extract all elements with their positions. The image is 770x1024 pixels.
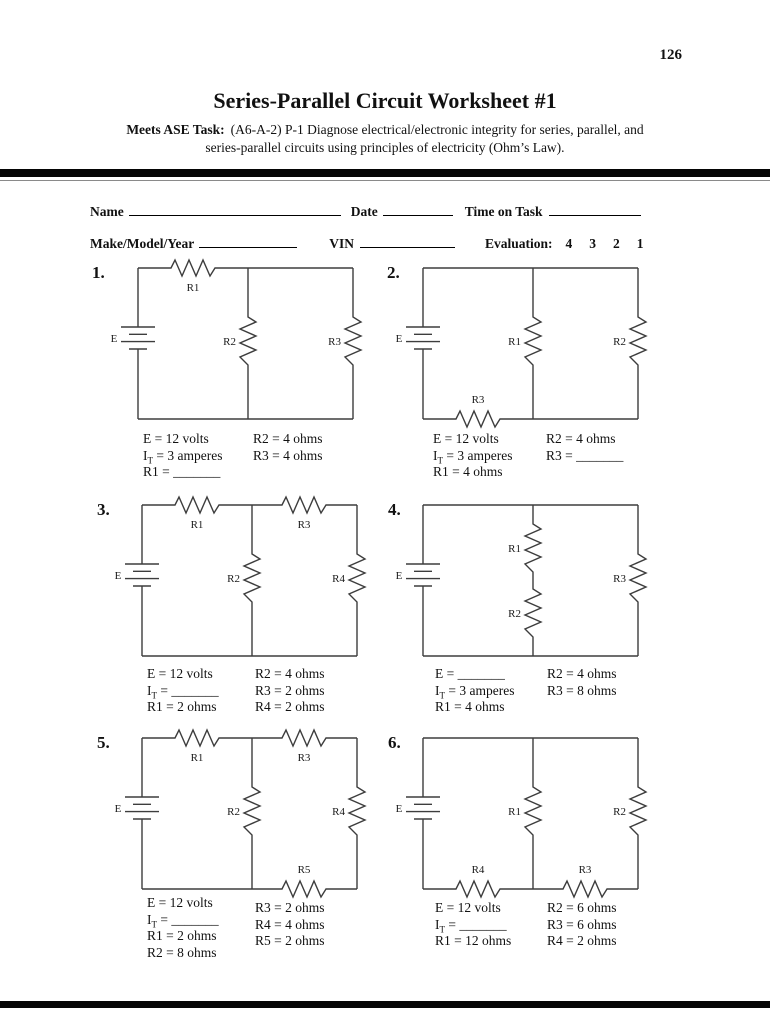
resistor-label-r1: R1 bbox=[508, 336, 521, 348]
value-line: R1 = 2 ohms bbox=[147, 699, 217, 714]
branch-right-resistor-r2 bbox=[630, 268, 646, 419]
value-line: E = 12 volts bbox=[433, 431, 499, 446]
branch-middle-resistor-r2 bbox=[244, 738, 260, 889]
circuit-4-values-right bbox=[547, 666, 617, 699]
circuit-3-diagram bbox=[102, 493, 372, 668]
wire-top-resistors-r1-r3 bbox=[142, 497, 357, 513]
value-line: E = 12 volts bbox=[143, 431, 209, 446]
value-line: R1 = 12 ohms bbox=[435, 933, 512, 948]
date-blank bbox=[383, 202, 453, 216]
circuit-5-values-right bbox=[255, 900, 325, 950]
vin-label: VIN bbox=[329, 236, 354, 251]
resistor-label-r3: R3 bbox=[613, 573, 626, 585]
resistor-label-r4: R4 bbox=[471, 864, 485, 876]
resistor-label-r1: R1 bbox=[508, 543, 521, 555]
circuit-5-number: 5. bbox=[97, 733, 110, 752]
value-line: $I_T = 3$ amperes bbox=[433, 447, 513, 466]
battery-symbol bbox=[406, 505, 440, 656]
resistor-label-r1: R1 bbox=[190, 519, 204, 531]
resistor-label-r2: R2 bbox=[508, 608, 521, 620]
resistor-label-r3: R3 bbox=[297, 519, 311, 531]
name-blank bbox=[129, 202, 341, 216]
resistor-label-r1: R1 bbox=[508, 806, 521, 818]
resistor-label-r1: R1 bbox=[190, 752, 204, 764]
battery-label: E bbox=[114, 570, 122, 582]
resistor-label-r3: R3 bbox=[578, 864, 592, 876]
time-on-task-label: Time on Task bbox=[464, 204, 543, 219]
circuit-6-diagram bbox=[383, 726, 653, 901]
value-line: E = _______ bbox=[435, 666, 505, 681]
resistor-label-r3: R3 bbox=[297, 752, 311, 764]
battery-label: E bbox=[395, 570, 403, 582]
branch-right-resistor-r3 bbox=[345, 268, 361, 419]
ase-task-label: Meets ASE Task: bbox=[126, 122, 225, 137]
circuit-1-values-left bbox=[143, 431, 222, 481]
value-line: R2 = 6 ohms bbox=[547, 900, 617, 915]
student-info-row bbox=[90, 202, 641, 220]
value-line: $I_T$ = _______ bbox=[147, 682, 219, 701]
make-model-year-blank bbox=[199, 234, 297, 248]
header-rule-shadow bbox=[0, 180, 770, 181]
circuit-6-values-right bbox=[547, 900, 617, 950]
wire-bottom-resistors-r4-r3 bbox=[423, 881, 638, 897]
battery-symbol bbox=[125, 505, 159, 656]
wire-bottom-resistor-r3 bbox=[423, 411, 638, 427]
circuit-3-values-left bbox=[147, 666, 219, 716]
circuit-2-number: 2. bbox=[387, 263, 400, 282]
value-line: R1 = 4 ohms bbox=[433, 464, 503, 479]
battery-label: E bbox=[395, 803, 403, 815]
branch-right-resistor-r4 bbox=[349, 738, 365, 889]
name-label: Name bbox=[90, 204, 124, 219]
circuit-2-diagram bbox=[383, 256, 653, 431]
battery-symbol bbox=[125, 738, 159, 889]
value-line: E = 12 volts bbox=[435, 900, 501, 915]
value-line: R2 = 4 ohms bbox=[253, 431, 323, 446]
evaluation-score-4: 4 bbox=[565, 236, 573, 251]
value-line: R2 = 4 ohms bbox=[547, 666, 617, 681]
date-label: Date bbox=[350, 204, 378, 219]
branch-middle-resistor-r1 bbox=[525, 738, 541, 889]
branch-middle-resistor-r1 bbox=[525, 268, 541, 419]
resistor-label-r4: R4 bbox=[332, 573, 345, 585]
battery-label: E bbox=[395, 333, 403, 345]
resistor-label-r2: R2 bbox=[613, 806, 626, 818]
resistor-label-r3: R3 bbox=[471, 394, 485, 406]
make-model-year-label: Make/Model/Year bbox=[90, 236, 195, 251]
branch-right-resistor-r4 bbox=[349, 505, 365, 656]
battery-symbol bbox=[406, 738, 440, 889]
branch-middle-resistors-r1-r2 bbox=[525, 505, 541, 656]
circuit-4-diagram bbox=[383, 493, 653, 668]
vehicle-info-row bbox=[90, 234, 644, 252]
page-title: Series-Parallel Circuit Worksheet #1 bbox=[213, 88, 557, 113]
ase-task-line1 bbox=[0, 122, 770, 138]
resistor-label-r4: R4 bbox=[332, 806, 345, 818]
battery-symbol bbox=[406, 268, 440, 419]
value-line: R1 = _______ bbox=[143, 464, 221, 479]
value-line: R3 = _______ bbox=[546, 447, 624, 463]
header-rule bbox=[0, 169, 770, 177]
value-line: R1 = 4 ohms bbox=[435, 699, 505, 714]
value-line: R3 = 8 ohms bbox=[547, 682, 617, 698]
circuit-1-diagram bbox=[98, 256, 368, 431]
value-line: R2 = 8 ohms bbox=[147, 944, 217, 960]
resistor-label-r5: R5 bbox=[297, 864, 311, 876]
resistor-label-r2: R2 bbox=[613, 336, 626, 348]
value-line: R4 = 4 ohms bbox=[255, 916, 325, 932]
circuit-5-diagram bbox=[102, 726, 372, 901]
time-on-task-blank bbox=[549, 202, 641, 216]
value-line: E = 12 volts bbox=[147, 895, 213, 910]
value-line: R1 = 2 ohms bbox=[147, 928, 217, 943]
value-line: $I_T = 3$ amperes bbox=[435, 682, 515, 701]
circuit-5-values-left bbox=[147, 895, 219, 961]
circuit-4-number: 4. bbox=[388, 500, 401, 519]
evaluation-label: Evaluation: bbox=[485, 236, 553, 251]
value-line: R3 = 6 ohms bbox=[547, 916, 617, 932]
evaluation-score-3: 3 bbox=[589, 236, 597, 251]
circuit-3-values-right bbox=[255, 666, 325, 716]
circuit-6-number: 6. bbox=[388, 733, 401, 752]
battery-label: E bbox=[110, 333, 118, 345]
circuit-4-values-left bbox=[435, 666, 514, 716]
footer-rule bbox=[0, 1001, 770, 1008]
value-line: $I_T$ = _______ bbox=[147, 911, 219, 930]
ase-task-text: (A6-A-2) P-1 Diagnose electrical/electronic integrity for series, parallel, and bbox=[230, 122, 644, 137]
value-line: R2 = 4 ohms bbox=[546, 431, 616, 446]
resistor-label-r3: R3 bbox=[328, 336, 341, 348]
branch-right-resistor-r2 bbox=[630, 738, 646, 889]
evaluation-score-1: 1 bbox=[636, 236, 644, 251]
ase-task-line2: series-parallel circuits using principles of electricity (Ohm’s Law). bbox=[205, 140, 565, 155]
evaluation-score-2: 2 bbox=[613, 236, 620, 251]
value-line: R3 = 2 ohms bbox=[255, 682, 325, 698]
battery-symbol bbox=[121, 268, 155, 419]
page-number: 126 bbox=[659, 47, 682, 63]
circuit-2-values-left bbox=[433, 431, 512, 481]
circuit-3-number: 3. bbox=[97, 500, 110, 519]
branch-right-resistor-r3 bbox=[630, 505, 646, 656]
value-line: R5 = 2 ohms bbox=[255, 933, 325, 948]
circuit-6-values-left bbox=[435, 900, 511, 950]
value-line: R2 = 4 ohms bbox=[255, 666, 325, 681]
value-line: $I_T$ = _______ bbox=[435, 916, 507, 935]
resistor-label-r1: R1 bbox=[186, 282, 200, 294]
value-line: R3 = 4 ohms bbox=[253, 447, 323, 463]
resistor-label-r2: R2 bbox=[227, 806, 240, 818]
value-line: R4 = 2 ohms bbox=[255, 699, 325, 714]
value-line: R4 = 2 ohms bbox=[547, 933, 617, 948]
wire-top-resistors-r1-r3 bbox=[142, 730, 357, 746]
value-line: $I_T = 3$ amperes bbox=[143, 447, 223, 466]
branch-middle-resistor-r2 bbox=[240, 268, 256, 419]
resistor-label-r2: R2 bbox=[227, 573, 240, 585]
battery-label: E bbox=[114, 803, 122, 815]
value-line: E = 12 volts bbox=[147, 666, 213, 681]
circuit-1-number: 1. bbox=[92, 263, 105, 282]
branch-middle-resistor-r2 bbox=[244, 505, 260, 656]
value-line: R3 = 2 ohms bbox=[255, 900, 325, 915]
wire-top-resistor-r1 bbox=[138, 260, 353, 276]
resistor-label-r2: R2 bbox=[223, 336, 236, 348]
circuit-2-values-right bbox=[546, 431, 623, 464]
circuit-1-values-right bbox=[253, 431, 323, 464]
vin-blank bbox=[360, 234, 455, 248]
